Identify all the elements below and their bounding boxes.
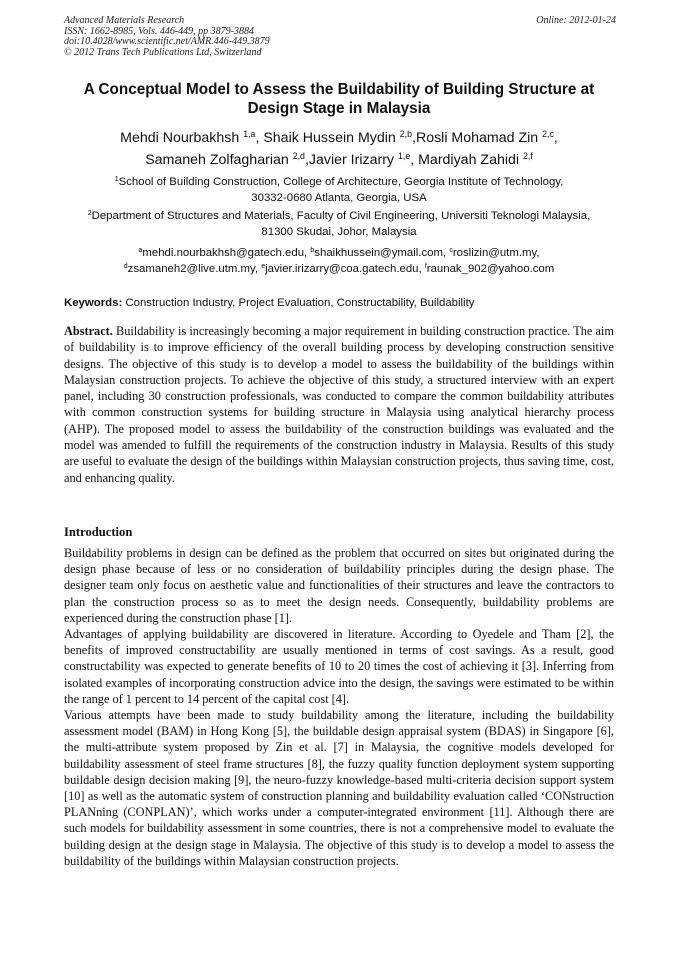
email-mark: d — [123, 263, 128, 271]
affiliation-2-line-1 — [60, 209, 618, 225]
journal-issn: ISSN: 1662-8985, Vols. 446-449, pp 3879-3884 — [64, 25, 254, 37]
journal-header — [64, 16, 616, 58]
affiliation-2-line-2: 81300 Skudai, Johor, Malaysia — [261, 226, 417, 238]
online-date: Online: 2012-01-24 — [536, 15, 616, 26]
paper-title — [40, 80, 638, 118]
email-address: roslizin@utm.my, — [452, 247, 540, 259]
affiliation-1 — [60, 175, 618, 206]
email-mark: b — [310, 247, 315, 255]
authors-line-1 — [40, 128, 638, 150]
email-mark: f — [424, 263, 427, 271]
affiliation-text: School of Building Construction, College of Architecture, Georgia Institute of Technology, — [118, 176, 564, 188]
author-affiliation-mark: 2,b — [399, 129, 412, 140]
author-name: Mehdi Nourbakhsh — [120, 130, 240, 146]
author-separator: , — [412, 130, 416, 146]
introduction-paragraph-1: Buildability problems in design can be defined as the problem that occurred on sites but originated during the design phase because of less or no consideration of buildability principles during the design phase. The designer team only focus on aesthetic value and functionalities of their structures and leave the contractors to plan the construction process so as to meet the design needs. Consequently, buildability problems are experienced during the construction phase [1]. — [64, 546, 614, 625]
author-affiliation-mark: 2,f — [523, 151, 533, 162]
introduction-body — [64, 545, 614, 869]
affiliation-1-line-1 — [60, 175, 618, 191]
journal-name: Advanced Materials Research — [64, 15, 185, 26]
email-mark: a — [138, 247, 143, 255]
journal-copyright: © 2012 Trans Tech Publications Ltd, Switzerland — [64, 46, 262, 58]
author-separator: , — [553, 130, 558, 146]
affiliation-number: 1 — [114, 176, 119, 184]
email-address: zsamaneh2@live.utm.my, — [127, 263, 262, 275]
affiliation-1-line-2: 30332-0680 Atlanta, Georgia, USA — [251, 192, 427, 204]
email-address: raunak_902@yahoo.com — [426, 263, 555, 275]
author-separator: , — [304, 152, 309, 168]
emails-line-1 — [40, 246, 638, 262]
email-list — [40, 246, 638, 278]
email-address: shaikhussein@ymail.com, — [314, 247, 450, 259]
author-affiliation-mark: 1,e — [397, 151, 411, 162]
author-name: Samaneh Zolfagharian — [145, 152, 289, 168]
section-heading-introduction: Introduction — [64, 525, 133, 539]
email-mark: e — [261, 263, 266, 271]
email-mark: c — [449, 247, 453, 255]
authors-line-2 — [40, 150, 638, 172]
author-name: Rosli Mohamad Zin — [415, 130, 539, 146]
abstract-label: Abstract. — [64, 324, 113, 338]
keywords-text: Construction Industry, Project Evaluation, Constructability, Buildability — [122, 297, 475, 309]
abstract — [64, 323, 614, 486]
title-line-1: A Conceptual Model to Assess the Buildability of Building Structure at — [83, 81, 595, 98]
emails-line-2 — [40, 262, 638, 278]
author-affiliation-mark: 1,a — [243, 129, 256, 140]
author-name: Javier Irizarry — [308, 152, 395, 168]
abstract-text: Buildability is increasingly becoming a major requirement in building construction practice. The aim of buildability is to improve efficiency of the overall building process by developing construction sensitive designs. The objective of this study is to develop a model to assess the buildability of the buildings within Malaysian construction projects. To achieve the objective of this study, a structured interview with an expert panel, including 30 construction professionals, was conducted to compare the common buildability attributes with common construction systems for building structure in Malaysia using analytical hierarchy process (AHP). The proposed model to assess the buildability of the construction buildings was evaluated and the model was amended to fulfill the requirements of the construction industry in Malaysia. Results of this study are useful to evaluate the design of the buildings within Malaysian construction projects, thus saving time, cost, and enhancing quality. — [64, 324, 614, 485]
keywords-label: Keywords: — [64, 297, 123, 309]
author-name: Shaik Hussein Mydin — [263, 130, 396, 146]
author-separator: , — [410, 152, 419, 168]
author-affiliation-mark: 2,c — [542, 129, 554, 140]
introduction-paragraph-3: Various attempts have been made to study buildability among the literature, including the buildability assessment model (BAM) in Hong Kong [5], the buildable design appraisal system (BDAS) in Singapore [6], the multi-attribute system proposed by Zin et al. [7] in Malaysia, the cognitive models developed for buildability assessment of steel frame structures [8], the fuzzy quality function deployment system supporting buildable design decision making [9], the neuro-fuzzy knowledge-based multi-criteria decision support system [10] as well as the automatic system of construction planning and buildability evaluation called ‘CONstruction PLANning (CONPLAN)’, which works under a computer-integrated environment [11]. Although there are such models for buildability assessment in some countries, there is not a comprehensive model to evaluate the building design at the design stage in Malaysia. The objective of this study is to develop a model to assess the buildability of the buildings within Malaysian construction projects. — [64, 708, 614, 868]
author-list — [40, 128, 638, 172]
affiliation-number: 2 — [87, 210, 92, 218]
title-line-2: Design Stage in Malaysia — [247, 100, 431, 117]
author-name: Mardiyah Zahidi — [418, 152, 520, 168]
journal-doi: doi:10.4028/www.scientific.net/AMR.446-449.3879 — [64, 36, 270, 48]
keywords — [64, 296, 624, 311]
affiliation-2 — [60, 209, 618, 240]
email-address: javier.irizarry@coa.gatech.edu, — [265, 263, 425, 275]
author-separator: , — [255, 130, 264, 146]
affiliation-text: Department of Structures and Materials, Faculty of Civil Engineering, Universiti Teknologi Malaysia, — [91, 210, 591, 222]
author-affiliation-mark: 2,d — [292, 151, 305, 162]
email-address: mehdi.nourbakhsh@gatech.edu, — [142, 247, 311, 259]
introduction-paragraph-2: Advantages of applying buildability are discovered in literature. According to Oyedele and Tham [2], the benefits of improved constructability are usually mentioned in terms of cost savings. As a result, good constructability was expected to generate benefits of 10 to 20 times the cost of achieving it [3]. Inferring from isolated examples of incorporating construction advice into the design, the savings were estimated to be within the range of 1 percent to 14 percent of the capital cost [4]. — [64, 627, 614, 706]
